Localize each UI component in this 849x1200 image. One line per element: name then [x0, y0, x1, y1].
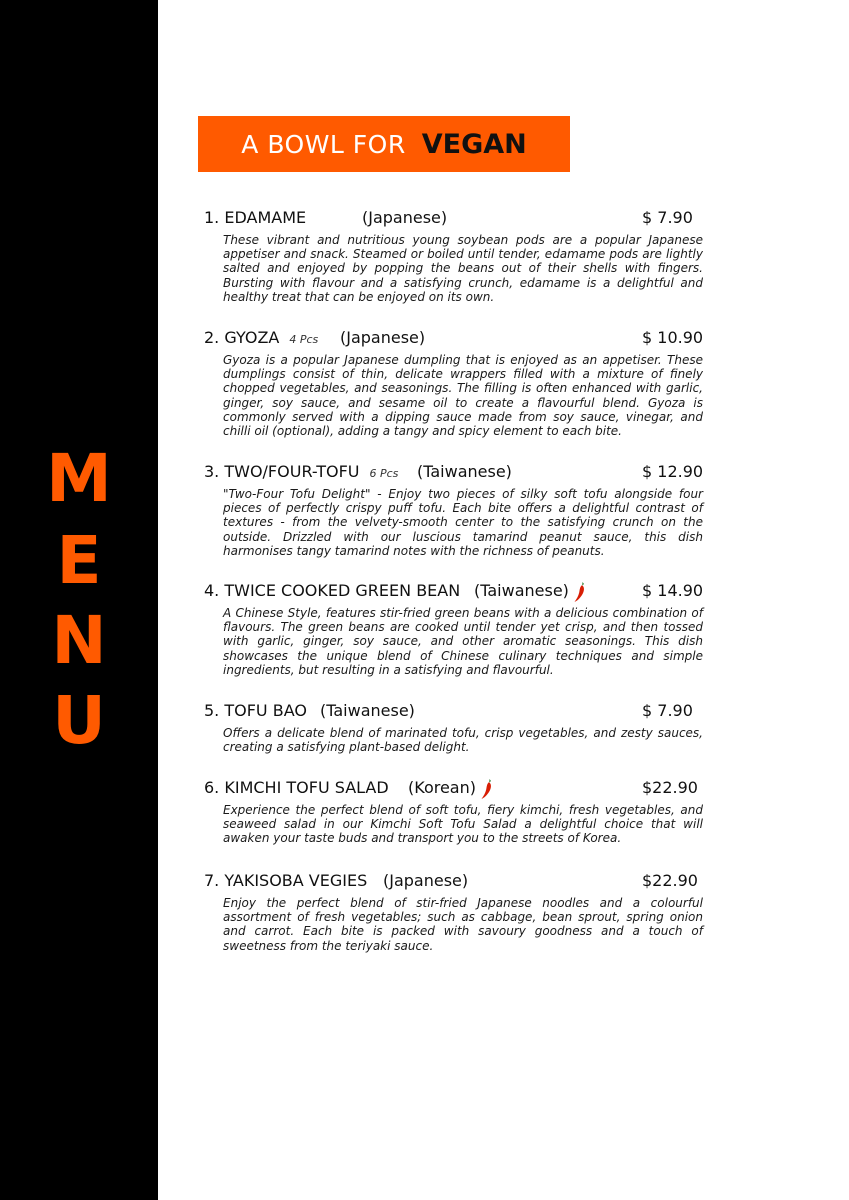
menu-item-gyoza [204, 327, 704, 438]
item-price: $ 14.90 [642, 581, 704, 600]
item-title: 7. YAKISOBA VEGIES [204, 871, 368, 890]
sidebar [0, 0, 158, 1200]
menu-item-yakisoba-vegies [204, 870, 704, 953]
item-origin: (Taiwanese) [474, 580, 587, 603]
item-description: Experience the perfect blend of soft tofu, fiery kimchi, fresh vegetables, and seaweed salad in our Kimchi Soft Tofu Salad a delightful choice that will awaken your taste buds and transport you to the streets of Korea. [223, 803, 703, 846]
menu-item-two-four-tofu [204, 461, 704, 558]
banner-prefix: A BOWL FOR [241, 129, 406, 159]
item-title: 1. EDAMAME [204, 208, 307, 227]
item-price: $ 7.90 [642, 701, 693, 720]
item-header [204, 207, 704, 229]
side-letter-n: N [51, 602, 107, 679]
menu-item-tofu-bao [204, 700, 704, 754]
side-letter-e: E [56, 522, 102, 599]
item-title: 5. TOFU BAO [204, 701, 307, 720]
item-header [204, 700, 704, 722]
item-header [204, 461, 704, 483]
item-price: $ 12.90 [642, 462, 704, 481]
item-header [204, 327, 704, 349]
item-description: Gyoza is a popular Japanese dumpling that is enjoyed as an appetiser. These dumplings consist of thin, delicate wrappers filled with a mixture of finely chopped vegetables, and seasonings. The filling is often enhanced with garlic, ginger, soy sauce, and sesame oil to create a flavourful blend. Gyoza is commonly served with a dipping sauce made from soy sauce, vinegar, and chilli oil (optional), adding a tangy and spicy element to each bite. [223, 353, 703, 439]
item-origin: (Japanese) [362, 208, 448, 227]
side-letter-u: U [52, 682, 106, 759]
item-quantity: 6 Pcs [369, 467, 399, 480]
item-quantity: 4 Pcs [289, 333, 319, 346]
item-origin: (Taiwanese) [320, 701, 415, 720]
item-origin: (Japanese) [383, 871, 469, 890]
item-origin: (Korean) [408, 777, 494, 800]
item-title: 6. KIMCHI TOFU SALAD [204, 778, 389, 797]
item-price: $ 7.90 [642, 208, 693, 227]
item-header [204, 870, 704, 892]
menu-item-edamame [204, 207, 704, 304]
item-origin: (Japanese) [340, 328, 426, 347]
item-title: 2. GYOZA 4 Pcs [204, 328, 319, 347]
item-description: A Chinese Style, features stir-fried green beans with a delicious combination of flavours. The green beans are cooked until tender yet crisp, and then tossed with garlic, ginger, soy sauce, and other aromatic seasonings. This dish showcases the unique blend of Chinese culinary techniques and simple ingredients, but resulting in a satisfying and flavourful. [223, 606, 703, 677]
item-description: Enjoy the perfect blend of stir-fried Japanese noodles and a colourful assortment of fresh vegetables; such as cabbage, bean sprout, spring onion and carrot. Each bite is packed with savoury goodness and a touch of sweetness from the teriyaki sauce. [223, 896, 703, 953]
item-title: 4. TWICE COOKED GREEN BEAN [204, 581, 461, 600]
item-price: $ 10.90 [642, 328, 704, 347]
section-banner [198, 116, 570, 172]
banner-highlight: VEGAN [421, 128, 527, 160]
item-header [204, 777, 704, 799]
chili-icon [573, 581, 587, 603]
item-price: $22.90 [642, 871, 698, 890]
item-description: Offers a delicate blend of marinated tofu, crisp vegetables, and zesty sauces, creating a satisfying plant-based delight. [223, 726, 703, 755]
item-description: "Two-Four Tofu Delight" - Enjoy two pieces of silky soft tofu alongside four pieces of perfectly crispy puff tofu. Each bite offers a delightful contrast of textures - from the velvety-smooth center to the satisfying crunch on the outside. Drizzled with our luscious tamarind peanut sauce, this dish harmonises tangy tamarind notes with the richness of peanuts. [223, 487, 703, 558]
item-title: 3. TWO/FOUR-TOFU 6 Pcs [204, 462, 399, 481]
side-letter-m: M [46, 440, 112, 517]
menu-item-kimchi-tofu-salad [204, 777, 704, 846]
item-origin: (Taiwanese) [417, 462, 512, 481]
item-header [204, 580, 704, 602]
chili-icon [480, 778, 494, 800]
menu-item-twice-cooked-green-bean [204, 580, 704, 677]
item-price: $22.90 [642, 778, 698, 797]
item-description: These vibrant and nutritious young soybean pods are a popular Japanese appetiser and snack. Steamed or boiled until tender, edamame pods are lightly salted and enjoyed by popping the beans out of their shells with fingers. Bursting with flavour and a satisfying crunch, edamame is a delightful and healthy treat that can be enjoyed on its own. [223, 233, 703, 304]
